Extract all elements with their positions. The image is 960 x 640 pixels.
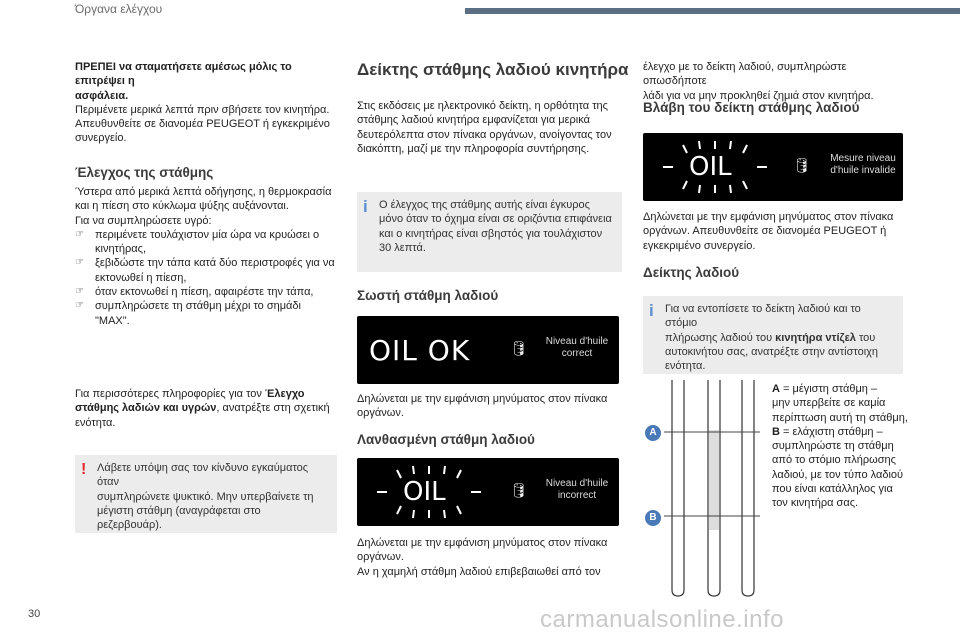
oil-wrong-display (357, 458, 619, 526)
oil-indicator-fault-heading: Βλάβη του δείκτη στάθμης λαδιού (643, 100, 860, 115)
dipstick-info-note: i Για να εντοπίσετε το δείκτη λαδιού και το στόμιο πλήρωσης λαδιού του κινητήρα ντίζελ του αυτοκινήτου σας, ανατρέξτε στην αντίστοιχη ενότητα. (643, 296, 903, 374)
level-text-3: Για να συμπληρώσετε υγρό: (75, 214, 212, 227)
oil-ok-caption: Δηλώνεται με την εμφάνιση μηνύματος στον πίνακα οργάνων. (357, 393, 608, 420)
info-icon: i (363, 197, 368, 216)
legend-label-b: B (772, 425, 780, 438)
oil-ok-display-text: OIL OK (369, 334, 471, 367)
level-check-heading: Έλεγχος της στάθμης (75, 165, 214, 180)
oil-fault-display-text: OIL (689, 152, 732, 182)
dipstick-marker-a: A (645, 425, 661, 441)
dipstick-legend: A = μέγιστη στάθμη – μην υπερβείτε σε καμία περίπτωση αυτή τη στάθμη, B = ελάχιστη στάθμη – συμπληρώστε τη στάθμη από το στόμιο πλήρωσης λαδιού, με τον τύπο λαδιού που είναι κατάλληλος για τον κινητήρα σας. (772, 383, 908, 510)
page-number: 30 (28, 608, 41, 620)
dipstick-oil-film (709, 430, 719, 530)
more-info-text: Για περισσότερες πληροφορίες για τον Έλεγχο στάθμης λαδιών και υγρών, ανατρέξτε στη σχετική ενότητα. (75, 388, 330, 429)
oil-can-icon: 🛢 (510, 340, 528, 356)
oil-ok-display (357, 316, 619, 384)
dipstick-marker-b: B (645, 510, 661, 526)
coolant-burn-warning-note: ! Λάβετε υπόψη σας τον κίνδυνο εγκαύματος όταν συμπληρώνετε ψυκτικό. Μην υπερβαίνετε τη μέγιστη στάθμη (αναγράφεται στο ρεζερβουάρ). (75, 455, 337, 533)
level-text-2: και η πίεση στο κύκλωμα ψύξης αυξάνονται. (75, 200, 289, 213)
list-item: ☞ περιμένετε τουλάχιστον μία ώρα να κρυώσει ο κινητήρας, (75, 228, 337, 257)
oil-check-info-note: i Ο έλεγχος της στάθμης αυτής είναι έγκυρος μόνο όταν το όχημα είναι σε οριζόντια επιφάνεια και ο κινητήρας είναι σβηστός για τουλάχιστον 30 λεπτά. (357, 192, 622, 272)
warning-bold-line-2: ασφάλεια. (75, 89, 129, 102)
list-item: ☞ συμπληρώσετε τη στάθμη μέχρι το σημάδι "MAX". (75, 299, 337, 328)
section-header-title: Όργανα ελέγχου (75, 2, 163, 16)
level-steps-list (75, 228, 337, 328)
legend-label-a: A (772, 383, 780, 395)
oil-fault-display (643, 133, 903, 201)
warning-line-2: Απευθυνθείτε σε διανομέα PEUGEOT ή εγκεκριμένο (75, 118, 330, 131)
oil-level-indicator-heading: Δείκτης στάθμης λαδιού κινητήρα (357, 60, 629, 79)
more-info-link-part-1: Έλεγχο (264, 388, 305, 400)
oil-can-icon: 🛢 (793, 157, 811, 173)
oil-fault-caption: Δηλώνεται με την εμφάνιση μηνύματος στον πίνακα οργάνων. Απευθυνθείτε σε διανομέα PEUGEOT ή εγκεκριμένο συνεργείο. (643, 211, 894, 252)
oil-wrong-caption-continued: έλεγχο με το δείκτη λαδιού, συμπληρώστε οπωσδήποτε λάδι για να μην προκληθεί ζημιά στον κινητήρα. (643, 61, 874, 102)
header-accent-bar (465, 8, 960, 14)
oil-level-intro: Στις εκδόσεις με ηλεκτρονικό δείκτη, η ορθότητα της στάθμης λαδιού κινητήρα εμφανίζεται για μερικά δευτερόλεπτα στον πίνακα οργάνων, ανοίγοντας τον διακόπτη, μαζί με την πληροφορία συντήρησης. (357, 100, 612, 155)
list-item: ☞ όταν εκτονωθεί η πίεση, αφαιρέστε την τάπα, (75, 285, 337, 299)
level-check-text (75, 185, 337, 328)
oil-wrong-heading: Λανθασμένη στάθμη λαδιού (357, 432, 535, 447)
dipstick-heading: Δείκτης λαδιού (643, 265, 740, 280)
oil-wrong-message: Niveau d'huile incorrect (545, 478, 609, 501)
oil-fault-message: Mesure niveau d'huile invalide (830, 153, 896, 176)
more-info-link-part-2: στάθμης λαδιών και υγρών (75, 402, 217, 415)
watermark: carmanualsonline.info (540, 606, 784, 633)
level-text-1: Ύστερα από μερικά λεπτά οδήγησης, η θερμοκρασία (75, 186, 332, 198)
oil-ok-message: Niveau d'huile correct (545, 336, 609, 359)
warning-line-1: Περιμένετε μερικά λεπτά πριν σβήσετε τον κινητήρα. (75, 103, 330, 116)
dipstick-illustration (640, 380, 770, 600)
info-icon: i (649, 301, 654, 320)
warning-bold-line-1: ΠΡΕΠΕΙ να σταματήσετε αμέσως μόλις το επιτρέψει η (75, 61, 292, 88)
warning-line-3: συνεργείο. (75, 132, 127, 145)
list-item: ☞ ξεβιδώστε την τάπα κατά δύο περιστροφές για να εκτονωθεί η πίεση, (75, 256, 337, 285)
oil-wrong-caption: Δηλώνεται με την εμφάνιση μηνύματος στον πίνακα οργάνων. Αν η χαμηλή στάθμη λαδιού επιβεβαιωθεί από τον (357, 537, 608, 578)
oil-wrong-display-text: OIL (403, 477, 446, 507)
stop-warning-text (75, 60, 337, 146)
exclamation-icon: ! (81, 461, 87, 478)
oil-ok-heading: Σωστή στάθμη λαδιού (357, 288, 499, 303)
oil-can-icon: 🛢 (510, 482, 528, 498)
